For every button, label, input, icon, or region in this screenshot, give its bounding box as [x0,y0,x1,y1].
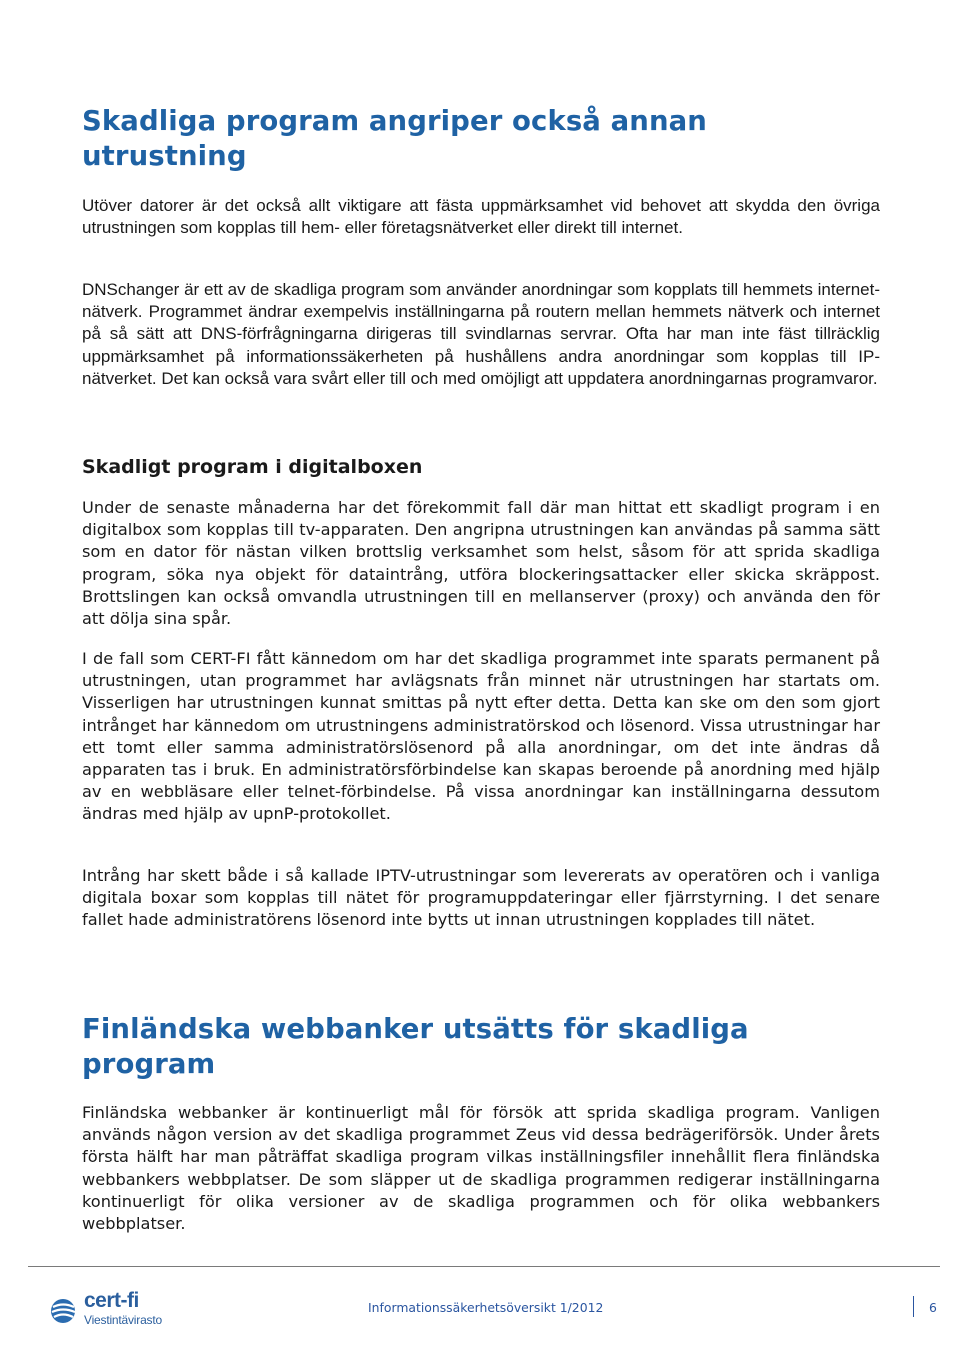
paragraph: Under de senaste månaderna har det förekommit fall där man hittat ett skadligt program i en digitalbox som kopplas till tv-apparaten. Den angripna utrustningen kan användas på samma sätt som en dator för nästan vilken brottslig verksamhet som helst, såsom för att sprida skadliga program, söka nya objekt för dataintrång, utföra blockeringsattacker eller skicka skräppost. Brottslingen kan också omvandla utrustningen till en mellanserver (proxy) och använda den för att dölja sina spår. [82,498,880,629]
footer-divider [28,1266,940,1267]
section-heading-other-devices: Skadliga program angriper också annan utrustning [82,105,707,172]
page-number: 6 [929,1300,937,1315]
footer-document-title: Informationssäkerhetsöversikt 1/2012 [368,1300,604,1315]
paragraph: Intrång har skett både i så kallade IPTV-utrustningar som levererats av operatören och i vanliga digitala boxar som kopplas till nätet för programuppdateringar eller fjärrstyrning. I det senare fallet hade administratörens lösenord inte bytts ut innan utrustningen kopplades till nätet. [82,866,880,930]
paragraph: Finländska webbanker är kontinuerligt mål för försök att sprida skadliga program. Vanligen används någon version av det skadliga programmet Zeus vid dessa bedrägeriförsök. Under årets första hälft har man påträffat skadliga program vilkas inställningsfiler innehållit flera finländska webbankers webbplatser. De som släpper ut de skadliga programmen redigerar inställningarna kontinuerligt för olika versioner av de skadliga programmen och för olika webbankers webbplatser. [82,1103,880,1234]
paragraph: I de fall som CERT-FI fått kännedom om har det skadliga programmet inte sparats permanent på utrustningen, utan programmet har avlägsnats från minnet när utrustningen har startats om. Visserligen har utrustningen kunnat smittas på nytt efter detta. Detta kan ske om den som gjort intrånget har kännedom om utrustningens administratörskod och lösenord. Vissa utrustningar har ett tomt eller samma administratörslösenord på alla anordningar, om det inte ändras då apparaten tas i bruk. En administratörsförbindelse kan skapas beroende på anordning med hjälp av en webbläsare eller telnet-förbindelse. På vissa anordningar kan inställningarna dessutom ändras med hjälp av upnP-protokollet. [82,649,880,824]
paragraph: Utöver datorer är det också allt viktigare att fästa uppmärksamhet vid behovet att skydda den övriga utrustningen som kopplas till hem- eller företagsnätverket eller direkt till internet. [82,196,880,238]
section-heading-web-banks: Finländska webbanker utsätts för skadliga program [82,1013,749,1080]
logo-name: cert-fi [84,1289,139,1312]
logo-subtitle: Viestintävirasto [84,1313,162,1327]
paragraph: DNSchanger är ett av de skadliga program som använder anordningar som kopplats till hemmets internet-nätverk. Programmet ändrar exempelvis inställningarna på routern mellan hemmets nätverk och internet på så sätt att DNS-förfrågningarna dirigeras till svindlarnas servrar. Ofta har man inte fäst tillräcklig uppmärksamhet på informationssäkerheten på hushållens andra anordningar som kopplas till IP-nätverket. Det kan också vara svårt eller till och med omöjligt att uppdatera anordningarnas programvaror. [82,280,880,388]
footer-separator [913,1296,914,1317]
globe-logo-icon [50,1296,78,1326]
cert-fi-logo [50,1291,180,1331]
subheading-digital-box: Skadligt program i digitalboxen [82,456,423,478]
